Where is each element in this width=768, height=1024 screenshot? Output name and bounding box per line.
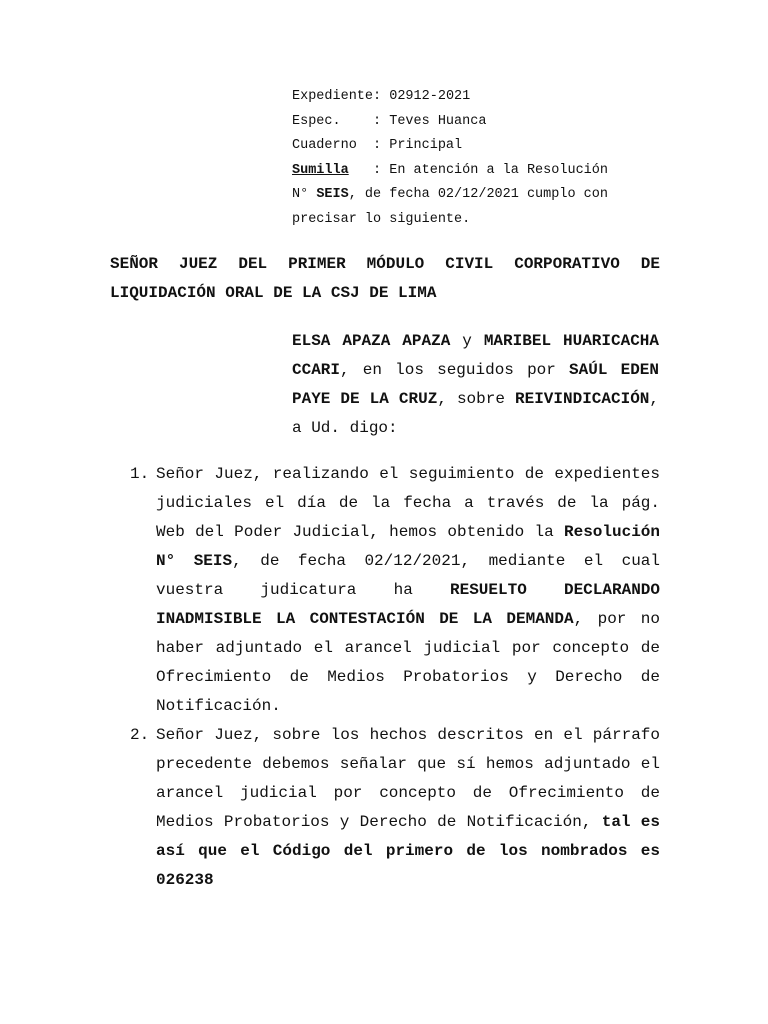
- matter: REIVINDICACIÓN: [514, 390, 650, 408]
- item-text: , por no haber adjuntado el arancel judicial por concepto de Ofrecimiento de Medios Probatorios y Derecho de Notificación.: [156, 610, 660, 715]
- item-text: Señor Juez, realizando el seguimiento de expedientes judiciales el día de la fecha a través de la pág. Web del Poder Judicial, hemos obtenido la: [156, 465, 660, 541]
- cuaderno-row: [292, 134, 662, 159]
- expediente-value: 02912-2021: [389, 89, 471, 104]
- parties-conj: y: [450, 332, 484, 350]
- espec-row: [292, 110, 662, 135]
- parties-paragraph: [292, 327, 659, 443]
- item-bold-text: tal es así que el Código del primero de los nombrados es 026238: [156, 813, 661, 889]
- list-item-number: 2.: [130, 726, 150, 744]
- sumilla-text-3: precisar lo siguiente.: [292, 211, 471, 227]
- sumilla-row-3: [292, 208, 662, 233]
- expediente-row: [292, 85, 662, 110]
- cuaderno-label: Cuaderno: [292, 138, 357, 153]
- item-bold-text: Resolución N° SEIS: [156, 523, 660, 570]
- numbered-list: [130, 460, 660, 895]
- parties-text-3: , a Ud. digo:: [292, 390, 660, 437]
- espec-label: Espec.: [292, 113, 341, 129]
- parties-text-2: , sobre: [437, 390, 515, 408]
- parties-text-1: , en los seguidos por: [340, 361, 570, 379]
- item-text: , de fecha 02/12/2021, mediante el cual vuestra judicatura ha: [156, 552, 660, 599]
- list-item: [130, 721, 660, 895]
- sumilla-row-2: [292, 183, 662, 208]
- sumilla-text-1: : En atención a la Resolución: [373, 162, 608, 178]
- cuaderno-value: : Principal: [373, 138, 463, 153]
- expediente-label: Expediente:: [292, 89, 382, 104]
- espec-value: : Teves Huanca: [373, 113, 487, 129]
- case-header: [292, 85, 662, 232]
- addressee: SEÑOR JUEZ DEL PRIMER MÓDULO CIVIL CORPORATIVO DE LIQUIDACIÓN ORAL DE LA CSJ DE LIMA: [110, 255, 660, 302]
- sumilla-label: Sumilla: [292, 162, 349, 178]
- list-item: [130, 460, 660, 721]
- item-text: Señor Juez, sobre los hechos descritos en el párrafo precedente debemos señalar que sí hemos adjuntado el arancel judicial por concepto de Ofrecimiento de Medios Probatorios y Derecho de Notificación,: [156, 726, 660, 831]
- sumilla-resolution: SEIS: [316, 187, 349, 202]
- defendant-names-1: ELSA APAZA APAZA: [292, 332, 451, 350]
- defendant-names-2: MARIBEL HUARICACHA CCARI: [292, 332, 660, 379]
- list-item-number: 1.: [130, 465, 150, 483]
- plaintiff-name: SAÚL EDEN PAYE DE LA CRUZ: [292, 361, 659, 408]
- sumilla-text-2a: N°: [292, 187, 309, 202]
- sumilla-text-2c: , de fecha 02/12/2021 cumplo con: [348, 187, 608, 202]
- item-bold-text: RESUELTO DECLARANDO INADMISIBLE LA CONTESTACIÓN DE LA DEMANDA: [156, 581, 660, 628]
- sumilla-row: [292, 159, 662, 184]
